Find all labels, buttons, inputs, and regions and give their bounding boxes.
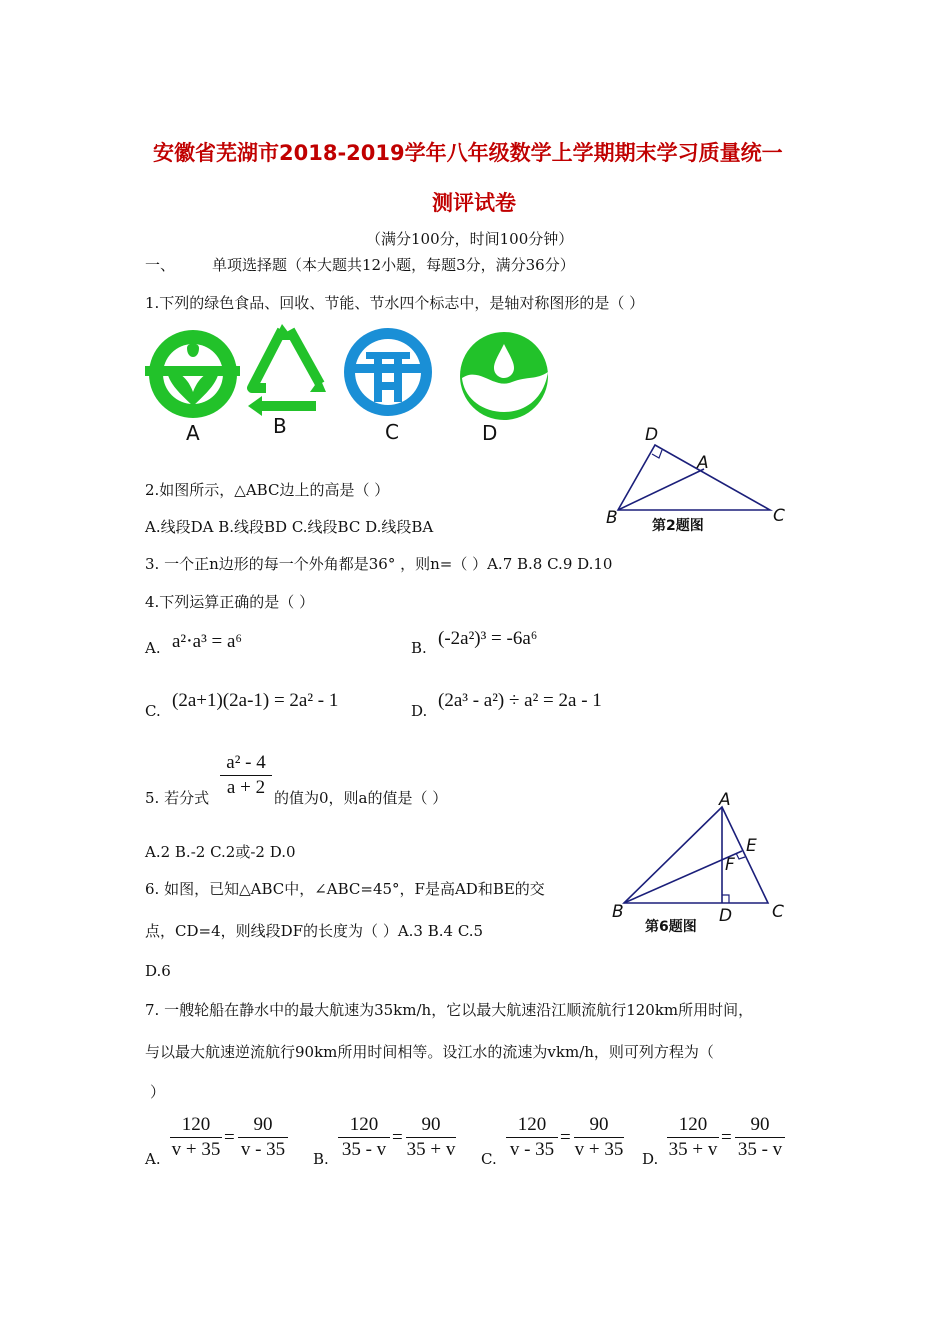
q7-option-b-right-fraction xyxy=(406,1114,456,1161)
question-1: 1.下列的绿色食品、回收、节能、节水四个标志中，是轴对称图形的是（ ） xyxy=(145,294,645,312)
question-3: 3. 一个正n边形的每一个外角都是36° ，则n=（ ）A.7 B.8 C.9 D.10 xyxy=(145,555,613,573)
q7-option-c-right-fraction xyxy=(574,1114,624,1161)
question-5-pre: 5. 若分式 xyxy=(145,789,210,807)
q4-option-c-expr: (2a+1)(2a-1) = 2a² - 1 xyxy=(172,690,339,711)
section-number: 一、 xyxy=(145,256,176,274)
question-6-line-3: D.6 xyxy=(145,962,171,980)
logo-label-d: D xyxy=(482,421,498,445)
denominator: v + 35 xyxy=(171,1139,221,1160)
q7-option-c-left-fraction xyxy=(506,1114,558,1161)
numerator: 90 xyxy=(406,1114,456,1138)
q4-option-a-label: A. xyxy=(145,639,161,657)
logo-label-b: B xyxy=(273,414,287,438)
denominator: v - 35 xyxy=(240,1139,286,1160)
q4-option-b-expr: (-2a²)³ = -6a⁶ xyxy=(438,628,538,649)
q7-option-d-label: D. xyxy=(642,1150,659,1168)
equals-sign: = xyxy=(560,1127,571,1148)
q7-option-a-label: A. xyxy=(145,1150,161,1168)
title-line-2: 测评试卷 xyxy=(432,191,516,215)
numerator: 120 xyxy=(667,1114,719,1138)
question-6-line-1: 6. 如图，已知△ABC中，∠ABC=45°，F是高AD和BE的交 xyxy=(145,880,545,898)
q5-fraction xyxy=(220,752,272,799)
q5-denominator: a + 2 xyxy=(226,777,266,798)
q7-option-b-left-fraction xyxy=(338,1114,390,1161)
q7-option-d-left-fraction xyxy=(667,1114,719,1161)
q7-option-b-label: B. xyxy=(313,1150,329,1168)
q4-option-d-expr: (2a³ - a²) ÷ a² = 2a - 1 xyxy=(438,690,602,711)
q2-label-d: D xyxy=(645,425,659,445)
q2-label-b: B xyxy=(606,508,618,528)
q5-numerator: a² - 4 xyxy=(220,752,272,776)
question-7-line-2: 与以最大航速逆流航行90km所用时间相等。设江水的流速为vkm/h，则可列方程为（ xyxy=(145,1043,714,1061)
numerator: 90 xyxy=(735,1114,785,1138)
numerator: 120 xyxy=(338,1114,390,1138)
section-heading: 单项选择题（本大题共12小题，每题3分，满分36分） xyxy=(212,256,575,274)
logo-label-c: C xyxy=(385,420,399,444)
equals-sign: = xyxy=(721,1127,732,1148)
q7-option-a-left-fraction xyxy=(170,1114,222,1161)
question-2-options: A.线段DA B.线段BD C.线段BC D.线段BA xyxy=(145,518,434,536)
q7-option-c-label: C. xyxy=(481,1150,497,1168)
question-5-post: 的值为0，则a的值是（ ） xyxy=(274,789,448,807)
q4-option-a-expr: a²⋅a³ = a⁶ xyxy=(172,631,243,652)
question-6-line-2: 点，CD=4，则线段DF的长度为（ ）A.3 B.4 C.5 xyxy=(145,922,484,940)
water-saving-logo xyxy=(460,332,548,420)
q6-label-b: B xyxy=(612,902,624,922)
q6-label-a: A xyxy=(719,790,731,810)
q2-figure-caption: 第2题图 xyxy=(652,518,704,534)
numerator: 90 xyxy=(574,1114,624,1138)
q6-label-e: E xyxy=(746,836,757,856)
denominator: 35 - v xyxy=(737,1139,783,1160)
exam-info: （满分100分，时间100分钟） xyxy=(366,230,574,248)
q7-option-d-right-fraction xyxy=(735,1114,785,1161)
equals-sign: = xyxy=(224,1127,235,1148)
q2-label-c: C xyxy=(773,506,785,526)
q6-label-f: F xyxy=(725,855,735,875)
q6-label-c: C xyxy=(772,902,784,922)
question-7-line-1: 7. 一艘轮船在静水中的最大航速为35km/h，它以最大航速沿江顺流航行120km所用时间， xyxy=(145,1001,754,1019)
numerator: 120 xyxy=(170,1114,222,1138)
title-line-1: 安徽省芜湖市2018-2019学年八年级数学上学期期末学习质量统一 xyxy=(153,141,783,165)
question-7-line-3: ） xyxy=(150,1083,166,1101)
question-5-options: A.2 B.-2 C.2或-2 D.0 xyxy=(145,843,296,861)
green-food-logo xyxy=(145,330,241,418)
denominator: v - 35 xyxy=(509,1139,555,1160)
recycle-logo xyxy=(240,324,328,416)
question-4: 4.下列运算正确的是（ ） xyxy=(145,593,315,611)
energy-saving-logo xyxy=(344,328,432,416)
numerator: 120 xyxy=(506,1114,558,1138)
question-2: 2.如图所示，△ABC边上的高是（ ） xyxy=(145,481,390,499)
q6-figure-caption: 第6题图 xyxy=(645,919,697,935)
q4-option-c-label: C. xyxy=(145,702,161,720)
denominator: 35 + v xyxy=(406,1139,456,1160)
q6-label-d: D xyxy=(719,906,733,926)
equals-sign: = xyxy=(392,1127,403,1148)
denominator: v + 35 xyxy=(574,1139,624,1160)
logo-label-a: A xyxy=(186,421,200,445)
denominator: 35 - v xyxy=(341,1139,387,1160)
numerator: 90 xyxy=(238,1114,288,1138)
question-6-figure xyxy=(612,795,792,910)
q7-option-a-right-fraction xyxy=(238,1114,288,1161)
denominator: 35 + v xyxy=(668,1139,718,1160)
q4-option-d-label: D. xyxy=(411,702,428,720)
q4-option-b-label: B. xyxy=(411,639,427,657)
q2-label-a: A xyxy=(697,453,709,473)
